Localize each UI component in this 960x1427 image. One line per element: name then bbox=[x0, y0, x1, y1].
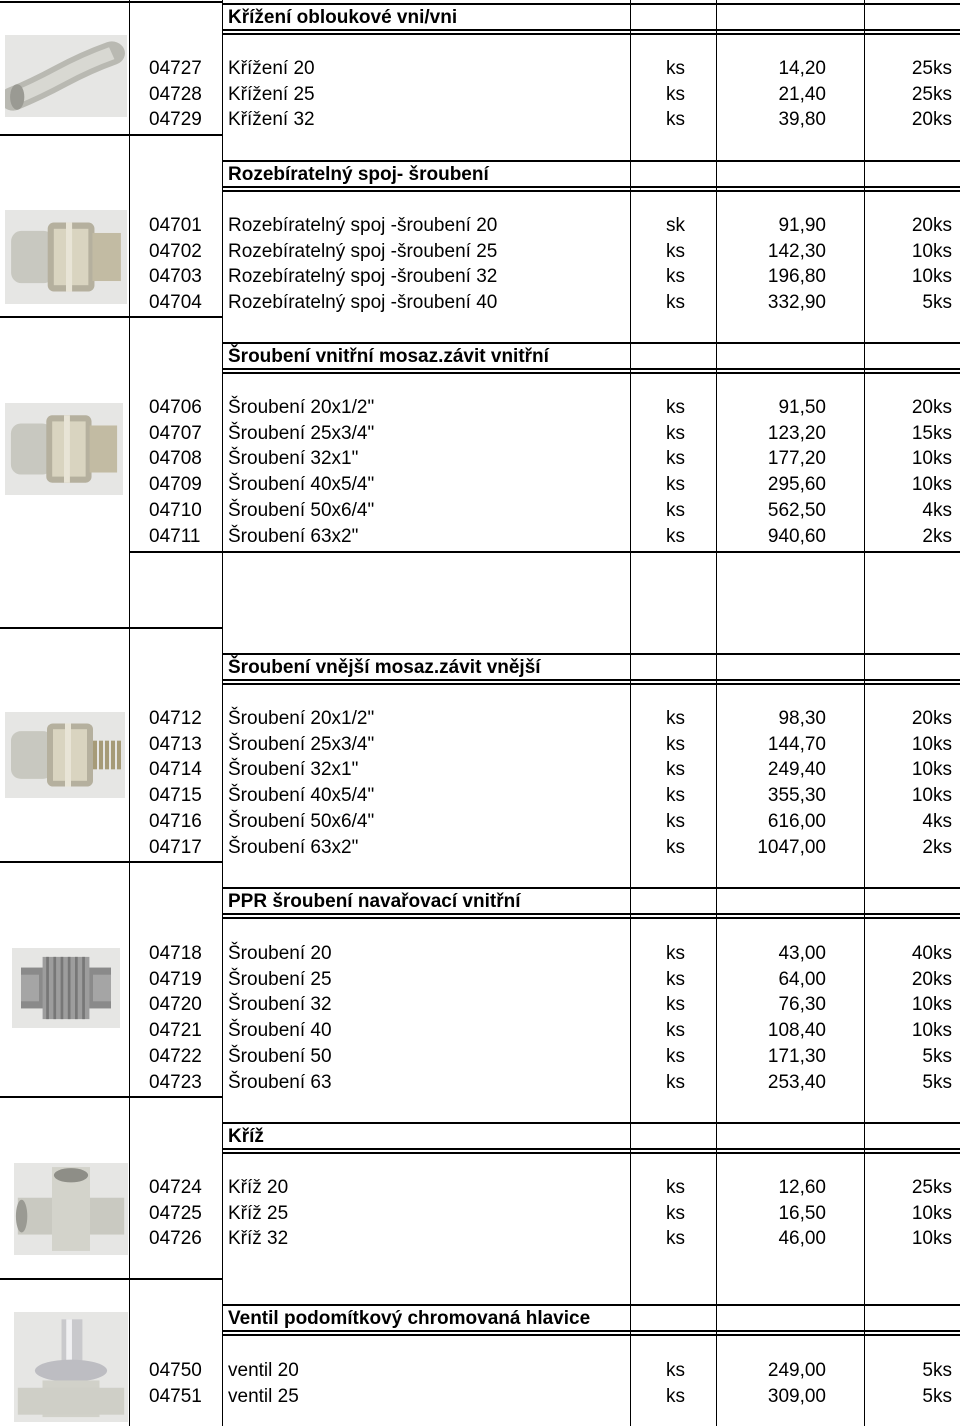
table-row bbox=[0, 1174, 960, 1199]
section-separator bbox=[0, 861, 222, 863]
section-header-row bbox=[0, 1305, 960, 1330]
section-title: Rozebíratelný spoj- šroubení bbox=[228, 164, 489, 185]
product-code: 04709 bbox=[149, 474, 202, 495]
product-code: 04715 bbox=[149, 785, 202, 806]
product-name: Šroubení 25x3/4" bbox=[228, 423, 375, 444]
product-name: Křížení 32 bbox=[228, 109, 315, 130]
table-row bbox=[0, 523, 960, 548]
header-rule-bottom bbox=[222, 913, 960, 915]
price: 562,50 bbox=[767, 500, 826, 521]
table-row bbox=[0, 834, 960, 859]
package-quantity: 10ks bbox=[911, 1203, 952, 1224]
package-quantity: 20ks bbox=[911, 397, 952, 418]
section-gap-rule bbox=[222, 190, 960, 192]
product-code: 04701 bbox=[149, 215, 202, 236]
unit: ks bbox=[666, 84, 685, 105]
package-quantity: 25ks bbox=[911, 1177, 952, 1198]
table-row bbox=[0, 991, 960, 1016]
product-code: 04727 bbox=[149, 58, 202, 79]
price: 91,90 bbox=[778, 215, 826, 236]
product-code: 04713 bbox=[149, 734, 202, 755]
price: 142,30 bbox=[767, 241, 826, 262]
section-header-row bbox=[0, 4, 960, 29]
product-code: 04702 bbox=[149, 241, 202, 262]
product-name: Šroubení 20x1/2" bbox=[228, 708, 375, 729]
package-quantity: 5ks bbox=[922, 1360, 952, 1381]
price: 12,60 bbox=[778, 1177, 826, 1198]
product-code: 04706 bbox=[149, 397, 202, 418]
product-name: Šroubení 20x1/2" bbox=[228, 397, 375, 418]
package-quantity: 10ks bbox=[911, 734, 952, 755]
table-row bbox=[0, 1069, 960, 1094]
unit: ks bbox=[666, 1046, 685, 1067]
section-title: PPR šroubení navařovací vnitřní bbox=[228, 891, 521, 912]
price: 21,40 bbox=[778, 84, 826, 105]
table-row bbox=[0, 55, 960, 80]
section-gap-rule bbox=[222, 372, 960, 374]
price: 91,50 bbox=[778, 397, 826, 418]
product-code: 04704 bbox=[149, 292, 202, 313]
header-rule-bottom bbox=[222, 1330, 960, 1332]
product-name: ventil 25 bbox=[228, 1386, 299, 1407]
table-row bbox=[0, 263, 960, 288]
product-code: 04725 bbox=[149, 1203, 202, 1224]
product-name: Šroubení 50x6/4" bbox=[228, 811, 375, 832]
package-quantity: 15ks bbox=[911, 423, 952, 444]
price: 98,30 bbox=[778, 708, 826, 729]
header-rule-bottom bbox=[222, 368, 960, 370]
section-header-row bbox=[0, 654, 960, 679]
unit: ks bbox=[666, 708, 685, 729]
package-quantity: 20ks bbox=[911, 708, 952, 729]
unit: ks bbox=[666, 785, 685, 806]
table-row bbox=[0, 756, 960, 781]
price: 43,00 bbox=[778, 943, 826, 964]
price: 309,00 bbox=[767, 1386, 826, 1407]
table-row bbox=[0, 81, 960, 106]
price: 14,20 bbox=[778, 58, 826, 79]
section-header-row bbox=[0, 161, 960, 186]
unit: ks bbox=[666, 58, 685, 79]
package-quantity: 5ks bbox=[922, 1046, 952, 1067]
price: 39,80 bbox=[778, 109, 826, 130]
package-quantity: 25ks bbox=[911, 58, 952, 79]
package-quantity: 10ks bbox=[911, 1228, 952, 1249]
section-title: Šroubení vnitřní mosaz.závit vnitřní bbox=[228, 346, 549, 367]
package-quantity: 10ks bbox=[911, 759, 952, 780]
package-quantity: 5ks bbox=[922, 1072, 952, 1093]
unit: ks bbox=[666, 423, 685, 444]
product-code: 04718 bbox=[149, 943, 202, 964]
unit: ks bbox=[666, 1203, 685, 1224]
unit: ks bbox=[666, 943, 685, 964]
unit: ks bbox=[666, 292, 685, 313]
product-code: 04716 bbox=[149, 811, 202, 832]
product-name: Šroubení 20 bbox=[228, 943, 332, 964]
product-name: Šroubení 32 bbox=[228, 994, 332, 1015]
table-row bbox=[0, 106, 960, 131]
unit: ks bbox=[666, 397, 685, 418]
product-name: Kříž 25 bbox=[228, 1203, 289, 1224]
unit: ks bbox=[666, 1177, 685, 1198]
table-row bbox=[0, 238, 960, 263]
price: 123,20 bbox=[767, 423, 826, 444]
section-gap-rule bbox=[222, 683, 960, 685]
package-quantity: 4ks bbox=[922, 811, 952, 832]
package-quantity: 5ks bbox=[922, 1386, 952, 1407]
package-quantity: 10ks bbox=[911, 474, 952, 495]
unit: ks bbox=[666, 1386, 685, 1407]
table-row bbox=[0, 966, 960, 991]
unit: ks bbox=[666, 241, 685, 262]
unit: ks bbox=[666, 969, 685, 990]
table-row bbox=[0, 1043, 960, 1068]
package-quantity: 10ks bbox=[911, 1020, 952, 1041]
package-quantity: 5ks bbox=[922, 292, 952, 313]
product-code: 04728 bbox=[149, 84, 202, 105]
unit: ks bbox=[666, 1228, 685, 1249]
section-separator bbox=[0, 316, 222, 318]
product-name: Kříž 20 bbox=[228, 1177, 289, 1198]
package-quantity: 25ks bbox=[911, 84, 952, 105]
price: 64,00 bbox=[778, 969, 826, 990]
product-code: 04729 bbox=[149, 109, 202, 130]
table-row bbox=[0, 471, 960, 496]
table-row bbox=[0, 1383, 960, 1408]
product-name: Rozebíratelný spoj -šroubení 40 bbox=[228, 292, 498, 313]
price: 196,80 bbox=[767, 266, 826, 287]
price: 249,40 bbox=[767, 759, 826, 780]
price: 332,90 bbox=[767, 292, 826, 313]
product-code: 04751 bbox=[149, 1386, 202, 1407]
package-quantity: 20ks bbox=[911, 215, 952, 236]
product-name: Šroubení 25x3/4" bbox=[228, 734, 375, 755]
package-quantity: 40ks bbox=[911, 943, 952, 964]
product-code: 04714 bbox=[149, 759, 202, 780]
product-name: Šroubení 32x1" bbox=[228, 448, 359, 469]
table-row bbox=[0, 212, 960, 237]
unit: ks bbox=[666, 1360, 685, 1381]
section-gap-rule bbox=[222, 1152, 960, 1154]
section-title: Šroubení vnější mosaz.závit vnější bbox=[228, 657, 541, 678]
package-quantity: 10ks bbox=[911, 241, 952, 262]
unit: ks bbox=[666, 526, 685, 547]
unit: ks bbox=[666, 474, 685, 495]
unit: ks bbox=[666, 811, 685, 832]
package-quantity: 20ks bbox=[911, 969, 952, 990]
product-code: 04719 bbox=[149, 969, 202, 990]
section-header-row bbox=[0, 343, 960, 368]
unit: ks bbox=[666, 448, 685, 469]
header-rule-bottom bbox=[222, 679, 960, 681]
section-separator bbox=[0, 134, 222, 136]
header-rule-bottom bbox=[222, 1148, 960, 1150]
price: 76,30 bbox=[778, 994, 826, 1015]
section-separator bbox=[0, 1278, 222, 1280]
package-quantity: 2ks bbox=[922, 526, 952, 547]
package-quantity: 20ks bbox=[911, 109, 952, 130]
price: 108,40 bbox=[767, 1020, 826, 1041]
product-name: Šroubení 63x2" bbox=[228, 837, 359, 858]
product-name: Rozebíratelný spoj -šroubení 25 bbox=[228, 241, 498, 262]
product-name: Šroubení 32x1" bbox=[228, 759, 359, 780]
product-code: 04710 bbox=[149, 500, 202, 521]
price: 616,00 bbox=[767, 811, 826, 832]
product-name: Šroubení 40x5/4" bbox=[228, 474, 375, 495]
table-row bbox=[0, 808, 960, 833]
package-quantity: 10ks bbox=[911, 785, 952, 806]
unit: ks bbox=[666, 759, 685, 780]
section-gap-rule bbox=[222, 1334, 960, 1336]
table-row bbox=[0, 731, 960, 756]
product-name: Šroubení 25 bbox=[228, 969, 332, 990]
table-row bbox=[0, 782, 960, 807]
price: 355,30 bbox=[767, 785, 826, 806]
product-name: Kříž 32 bbox=[228, 1228, 289, 1249]
product-code: 04721 bbox=[149, 1020, 202, 1041]
unit: sk bbox=[666, 215, 685, 236]
section-title: Kříž bbox=[228, 1126, 264, 1147]
price: 253,40 bbox=[767, 1072, 826, 1093]
price: 940,60 bbox=[767, 526, 826, 547]
product-code: 04726 bbox=[149, 1228, 202, 1249]
unit: ks bbox=[666, 994, 685, 1015]
package-quantity: 2ks bbox=[922, 837, 952, 858]
unit: ks bbox=[666, 1020, 685, 1041]
product-code: 04717 bbox=[149, 837, 202, 858]
product-code: 04711 bbox=[149, 526, 201, 547]
product-code: 04720 bbox=[149, 994, 202, 1015]
unit: ks bbox=[666, 1072, 685, 1093]
product-code: 04703 bbox=[149, 266, 202, 287]
price: 177,20 bbox=[767, 448, 826, 469]
product-name: Rozebíratelný spoj -šroubení 32 bbox=[228, 266, 498, 287]
section-title: Ventil podomítkový chromovaná hlavice bbox=[228, 1308, 591, 1329]
blank-block-rule bbox=[129, 551, 960, 553]
product-code: 04712 bbox=[149, 708, 202, 729]
table-row bbox=[0, 445, 960, 470]
product-name: Křížení 25 bbox=[228, 84, 315, 105]
unit: ks bbox=[666, 500, 685, 521]
header-rule-bottom bbox=[222, 29, 960, 31]
table-row bbox=[0, 1225, 960, 1250]
product-name: Šroubení 40 bbox=[228, 1020, 332, 1041]
section-gap-rule bbox=[222, 917, 960, 919]
package-quantity: 10ks bbox=[911, 266, 952, 287]
table-row bbox=[0, 1017, 960, 1042]
product-code: 04750 bbox=[149, 1360, 202, 1381]
product-name: Rozebíratelný spoj -šroubení 20 bbox=[228, 215, 498, 236]
price: 249,00 bbox=[767, 1360, 826, 1381]
table-row bbox=[0, 394, 960, 419]
table-row bbox=[0, 940, 960, 965]
price: 171,30 bbox=[767, 1046, 826, 1067]
section-header-row bbox=[0, 888, 960, 913]
unit: ks bbox=[666, 734, 685, 755]
section-separator bbox=[0, 1096, 222, 1098]
section-gap-rule bbox=[222, 33, 960, 35]
header-rule-bottom bbox=[222, 186, 960, 188]
table-row bbox=[0, 289, 960, 314]
price: 46,00 bbox=[778, 1228, 826, 1249]
product-name: Šroubení 50x6/4" bbox=[228, 500, 375, 521]
product-code: 04722 bbox=[149, 1046, 202, 1067]
package-quantity: 4ks bbox=[922, 500, 952, 521]
product-name: Křížení 20 bbox=[228, 58, 315, 79]
product-name: Šroubení 50 bbox=[228, 1046, 332, 1067]
product-code: 04724 bbox=[149, 1177, 202, 1198]
price: 144,70 bbox=[767, 734, 826, 755]
table-row bbox=[0, 1200, 960, 1225]
table-row bbox=[0, 497, 960, 522]
section-title: Křížení obloukové vni/vni bbox=[228, 7, 458, 28]
section-header-row bbox=[0, 1123, 960, 1148]
product-name: Šroubení 40x5/4" bbox=[228, 785, 375, 806]
unit: ks bbox=[666, 837, 685, 858]
price: 1047,00 bbox=[757, 837, 826, 858]
table-row bbox=[0, 420, 960, 445]
product-code: 04723 bbox=[149, 1072, 202, 1093]
product-code: 04707 bbox=[149, 423, 202, 444]
table-row bbox=[0, 1357, 960, 1382]
table-row bbox=[0, 705, 960, 730]
unit: ks bbox=[666, 266, 685, 287]
unit: ks bbox=[666, 109, 685, 130]
price: 16,50 bbox=[778, 1203, 826, 1224]
product-code: 04708 bbox=[149, 448, 202, 469]
product-name: Šroubení 63x2" bbox=[228, 526, 359, 547]
package-quantity: 10ks bbox=[911, 448, 952, 469]
product-name: Šroubení 63 bbox=[228, 1072, 332, 1093]
section-separator bbox=[0, 627, 222, 629]
product-name: ventil 20 bbox=[228, 1360, 299, 1381]
price: 295,60 bbox=[767, 474, 826, 495]
section-separator bbox=[0, 1, 222, 3]
package-quantity: 10ks bbox=[911, 994, 952, 1015]
